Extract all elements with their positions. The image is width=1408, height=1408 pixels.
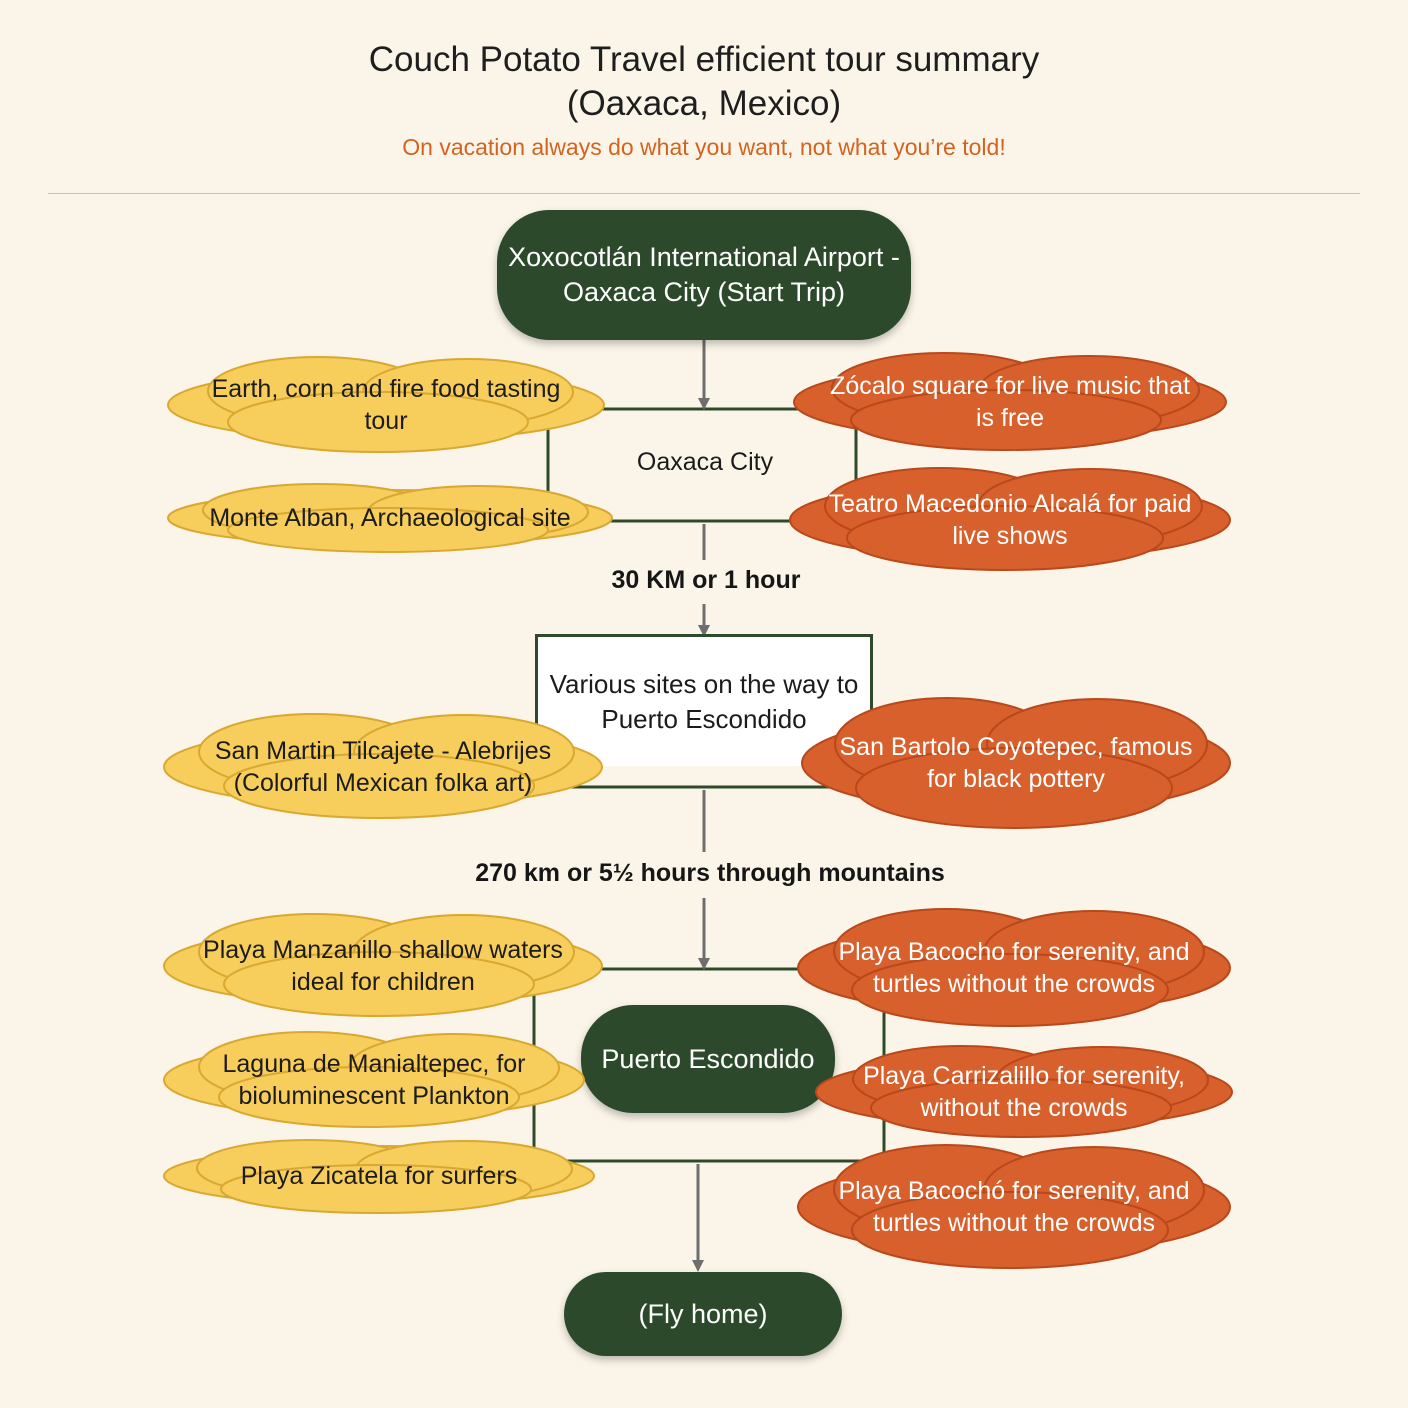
activity-text: Monte Alban, Archaeological site <box>209 504 571 532</box>
activity-cloud <box>164 712 602 822</box>
activity-cloud <box>164 1138 594 1214</box>
puerto-escondido-node: Puerto Escondido <box>581 1005 835 1113</box>
activity-cloud <box>168 356 604 454</box>
activity-cloud <box>164 1030 584 1130</box>
activity-text: Playa Manzanillo shallow waters ideal for children <box>203 936 563 996</box>
activity-text: Playa Bacochó for serenity, and turtles without the crowds <box>838 1177 1190 1237</box>
start-node: Xoxocotlán International Airport - Oaxaca City (Start Trip) <box>497 210 911 340</box>
activity-text: Laguna de Manialtepec, for bioluminescent Plankton <box>222 1050 526 1110</box>
diagram-subtitle: On vacation always do what you want, not what you’re told! <box>402 134 1006 160</box>
activity-text: Zócalo square for live music that is free <box>830 372 1190 432</box>
leg1-label: 30 KM or 1 hour <box>580 566 832 595</box>
activity-cloud <box>790 466 1230 574</box>
activity-text: Earth, corn and fire food tasting tour <box>211 375 561 435</box>
activity-cloud <box>794 352 1226 452</box>
leg2-label: 270 km or 5½ hours through mountains <box>450 859 970 888</box>
activity-text: Playa Zicatela for surfers <box>240 1162 518 1190</box>
activity-cloud <box>164 912 602 1020</box>
activity-cloud <box>168 482 612 554</box>
activity-cloud <box>798 906 1230 1030</box>
activity-cloud <box>798 1142 1230 1272</box>
activity-text: Playa Bacocho for serenity, and turtles without the crowds <box>838 938 1190 998</box>
various-sites-node: Various sites on the way to Puerto Escondido <box>535 634 873 766</box>
activity-text: Playa Carrizalillo for serenity, without the crowds <box>863 1062 1185 1122</box>
activity-text: Teatro Macedonio Alcalá for paid live shows <box>828 490 1192 550</box>
title-line-1: Couch Potato Travel efficient tour summary <box>368 40 1040 79</box>
fly-home-node: (Fly home) <box>564 1272 842 1356</box>
activity-cloud <box>816 1044 1232 1140</box>
oaxaca-city-node: Oaxaca City <box>636 448 774 476</box>
activity-text: San Martin Tilcajete - Alebrijes (Colorful Mexican folka art) <box>214 737 552 797</box>
activity-cloud <box>802 694 1230 832</box>
activity-text: San Bartolo Coyotepec, famous for black pottery <box>839 733 1193 793</box>
title-line-2: (Oaxaca, Mexico) <box>566 84 842 123</box>
